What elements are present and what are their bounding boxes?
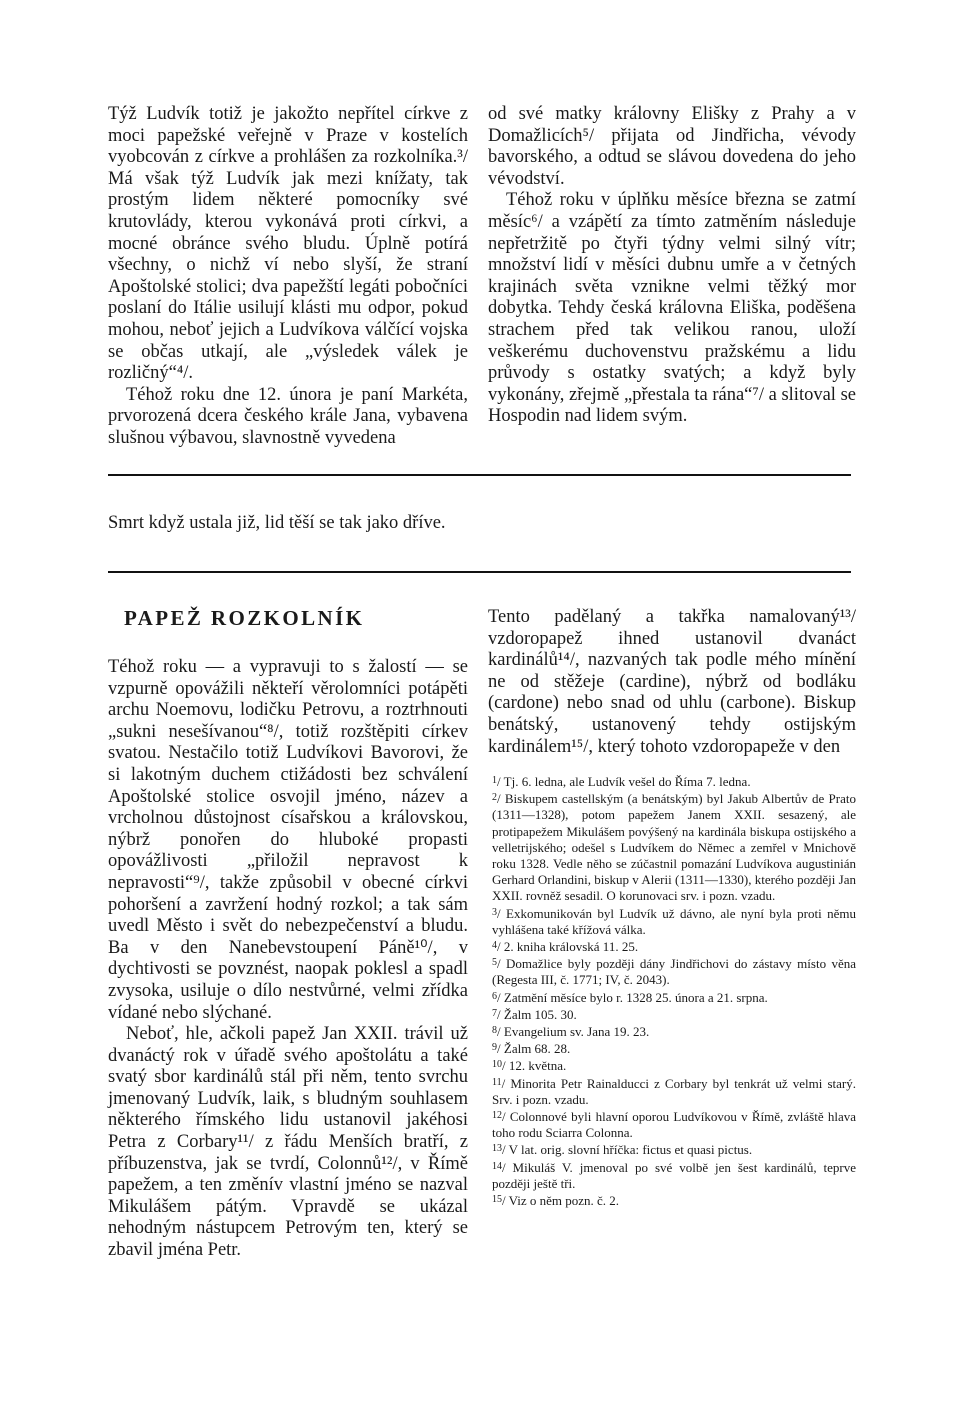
divider-rule	[108, 474, 851, 476]
section-right-column	[488, 607, 856, 758]
paragraph: Téhož roku dne 12. února je paní Markéta, prvorozená dcera českého krále Jana, vybavena slušnou výbavou, slavnostně vyvedena	[108, 384, 468, 448]
footnote: $^6$/ Zatmění měsíce bylo r. 1328 25. února a 21. srpna.	[492, 989, 768, 1005]
paragraph: od své matky královny Elišky z Prahy a v Domažlicích⁵/ přijata od Jindřicha, vévody bavorského, a odtud se slávou dovedena do jeho vévodství.	[488, 104, 856, 189]
top-right-column	[488, 104, 856, 428]
footnote: $^4$/ 2. kniha královská 11. 25.	[492, 939, 639, 955]
divider-rule	[108, 571, 851, 573]
paragraph: Téhož roku v úplňku měsíce března se zatmí měsíc⁶/ a vzápětí za tímto zatměním následuje nepřetržitě po čtyři týdny velmi silný vítr; množství lidí v měsíci dubnu umře a v četných krajinách světa vznikne velmi těžký mor dobytka. Tehdy česká královna Eliška, poděšena strachem před tak velikou ranou, uloží veškerému duchovenstvu pražskému a lidu průvody s ostatky svatých; a když byly vykonány, zřejmě „přestala ta rána“⁷/ a slitoval se Hospodin nad lidem svým.	[488, 190, 856, 427]
footnote: $^3$/ Exkomunikován byl Ludvík už dávno, ale nyní byla proti němu vyhlášena také křížová válka.	[492, 905, 856, 937]
paragraph: Téhož roku — a vypravuji to s žalostí — se vzpurně opovážili někteří věrolomníci potápěti archu Noemovu, lodičku Petrovu, a roztrhnouti „sukni nesešívanou“⁸/, totiž rozštěpiti církev svatou. Nestačilo totiž Ludvíkovi Bavorovi, že si lakotným duchem ctižádosti bez schválení Apoštolské stolice osvojil jméno, název a vrcholnou důstojnost císařskou a královskou, nýbrž ponořen do hluboké propasti opovážlivosti „přiložil nepravost k nepravosti“⁹/, takže způsobil v obecné církvi pohoršení a zavržení hodný rozkol; a tak sám uvedl Město i svět do nebezpečenství a bludu. Ba v den Nanebevstoupení Páně¹⁰/, v dychtivosti se povznést, naopak poklesl a spadl zvysoka, usiluje o dílo nestvůrné, velmi zřídka vídané nebo slýchané.	[108, 657, 468, 1023]
footnote: $^7$/ Žalm 105. 30.	[492, 1006, 577, 1022]
footnote: $^1$/ Tj. 6. ledna, ale Ludvík vešel do Říma 7. ledna.	[492, 774, 751, 789]
footnote: $^{15}$/ Viz o něm pozn. č. 2.	[492, 1193, 620, 1209]
verse-line: Smrt když ustala již, lid těší se tak jako dříve.	[108, 513, 446, 533]
paragraph: Tento padělaný a takřka namalovaný¹³/ vzdoropapež ihned ustanovil dvanáct kardinálů¹⁴/, nazvaných tak podle mého mínění ne od stěžeje (cardine), nýbrž od bodláku (cardone) nebo snad od uhlu (carbone). Biskup benátský, ustanovený tehdy ostijským kardinálem¹⁵/, který tohoto vzdoropapeže v den	[488, 607, 856, 757]
footnote: $^{12}$/ Colonnové byli hlavní oporou Ludvíkovou v Římě, zvláště hlava toho rodu Sciarra Colonna.	[492, 1109, 856, 1141]
footnote: $^{14}$/ Mikuláš V. jmenoval po své volbě jen šest kardinálů, teprve později ještě tři.	[492, 1159, 856, 1191]
paragraph: Neboť, hle, ačkoli papež Jan XXII. trávil už dvanáctý rok v úřadě svého apoštolátu a také svatý sbor kardinálů stál při něm, tento svrchu jmenovaný Ludvík, laik, s bludným souhlasem některého římského lidu ustanovil jakéhosi Petra z Corbary¹¹/ z řádu Menších bratří, z příbuzenstva, jak se tvrdí, Colonnů¹²/, v Římě papežem, a ten změnív vlastní jméno se nazval Mikulášem pátým. Vpravdě se ukázal nehodným nástupcem Petrovým ten, který se zbavil jména Petr.	[108, 1024, 468, 1261]
footnote: $^9$/ Žalm 68. 28.	[492, 1041, 571, 1057]
footnote: $^{13}$/ V lat. orig. slovní hříčka: fictus et quasi pictus.	[492, 1142, 753, 1158]
footnotes	[488, 773, 856, 1209]
section-heading: PAPEŽ ROZKOLNÍK	[124, 606, 365, 630]
footnote: $^{11}$/ Minorita Petr Rainalducci z Corbary byl tenkrát už velmi starý. Srv. i pozn. vzadu.	[492, 1075, 856, 1107]
paragraph: Týž Ludvík totiž je jakožto nepřítel církve z moci papežské veřejně v Praze v kostelích vyobcován z církve a prohlášen za rozkolníka.³/ Má však týž Ludvík jak mezi knížaty, tak prostým lidem některé pomocníky své krutovlády, kterou vykonává proti církvi, a mocné obránce svého bludu. Úplně potírá všechny, o nichž ví nebo slyší, že straní Apoštolské stolici; dva papežští legáti pobočníci poslaní do Itálie usilují klásti mu odpor, pokud mohou, neboť jejich a Ludvíkova válčící vojska se občas utkají, ale „výsledek válek je rozličný“⁴/.	[108, 104, 468, 384]
top-left-column	[108, 104, 468, 450]
section-left-column	[108, 606, 468, 1262]
footnote: $^2$/ Biskupem castellským (a benátským) byl Jakub Albertův de Prato (1311—1328), potom papežem Janem XXII. sesazený, ale protipapežem Mikulášem povýšený na kardinála biskupa ostijského a velletrijského; odešel s Ludvíkem do Němec a zemřel v Mnichově roku 1328. Vedle něho se zúčastnil pomazání Ludvíkova augustinián Gerhard Orlandini, biskup v Alerii (1311—1330), kterého později Jan XXII. rovněž sesadil. O korunovaci srv. i pozn. vzadu.	[492, 791, 856, 904]
footnote: $^8$/ Evangelium sv. Jana 19. 23.	[492, 1024, 650, 1040]
footnote: $^{10}$/ 12. května.	[492, 1058, 567, 1074]
footnote: $^5$/ Domažlice byly později dány Jindřichovi do zástavy místo věna (Regesta III, č. 1771; IV, č. 2043).	[492, 956, 856, 988]
